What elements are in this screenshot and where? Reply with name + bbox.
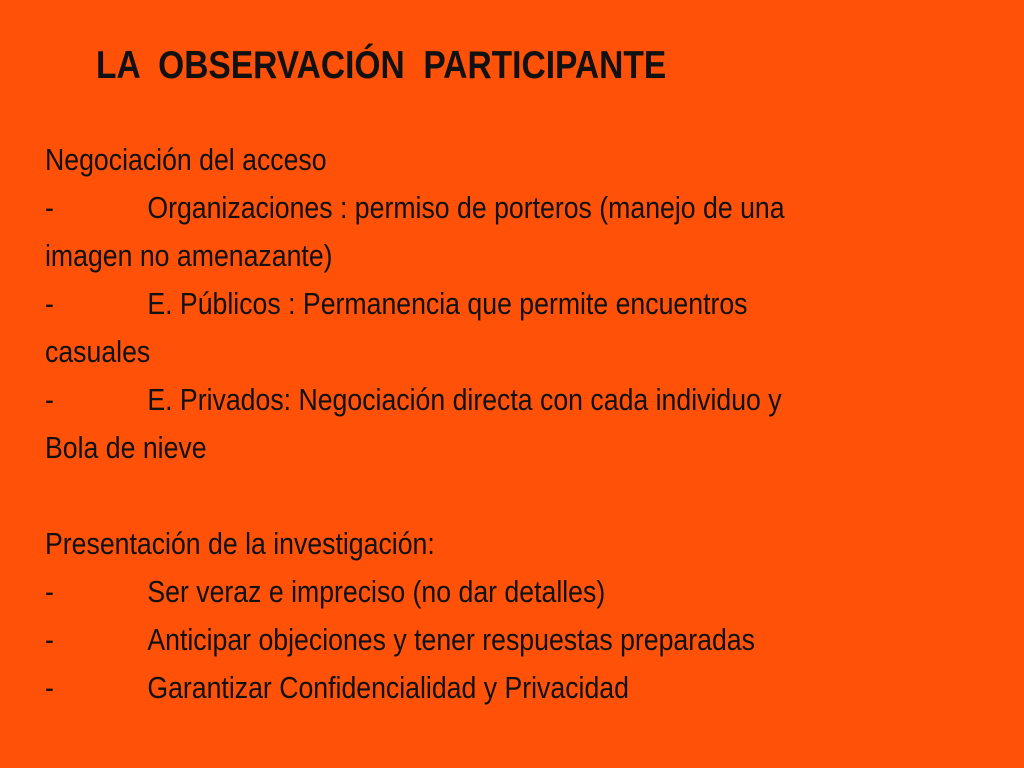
bullet-dash: - <box>45 670 54 705</box>
list-item-continuation: casuales <box>45 334 151 369</box>
section-heading-presentation: Presentación de la investigación: <box>45 526 435 561</box>
bullet-dash: - <box>45 190 54 225</box>
list-item-text: Organizaciones : permiso de porteros (manejo de una <box>147 190 785 225</box>
bullet-dash: - <box>45 574 54 609</box>
slide-body <box>45 136 871 712</box>
list-item-organizaciones <box>45 184 871 232</box>
list-item-confidencialidad <box>45 664 871 712</box>
list-item-continuation: imagen no amenazante) <box>45 238 333 273</box>
list-item-objeciones <box>45 616 871 664</box>
list-item-privados <box>45 376 871 424</box>
section-heading-access: Negociación del acceso <box>45 142 327 177</box>
bullet-dash: - <box>45 622 54 657</box>
list-item-text: Garantizar Confidencialidad y Privacidad <box>147 670 629 705</box>
list-item-continuation: Bola de nieve <box>45 430 207 465</box>
spacer <box>45 472 871 520</box>
list-item-veraz <box>45 568 871 616</box>
bullet-dash: - <box>45 382 54 417</box>
list-item-text: Anticipar objeciones y tener respuestas preparadas <box>147 622 755 657</box>
list-item-text: E. Privados: Negociación directa con cada individuo y <box>147 382 782 417</box>
bullet-dash: - <box>45 286 54 321</box>
slide-title: LA OBSERVACIÓN PARTICIPANTE <box>96 44 667 87</box>
list-item-text: Ser veraz e impreciso (no dar detalles) <box>147 574 606 609</box>
list-item-text: E. Públicos : Permanencia que permite encuentros <box>147 286 748 321</box>
list-item-publicos <box>45 280 871 328</box>
